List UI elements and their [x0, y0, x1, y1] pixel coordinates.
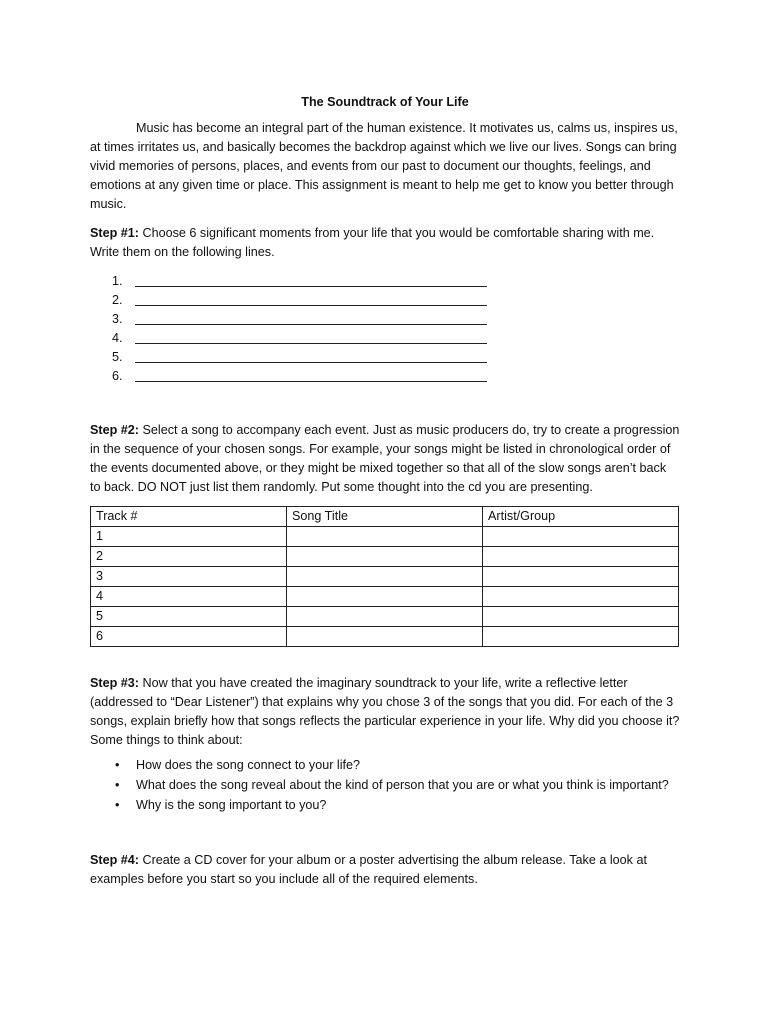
table-row — [91, 527, 679, 547]
list-item: • Why is the song important to you? — [136, 796, 680, 815]
song-title-cell[interactable] — [287, 527, 483, 547]
artist-group-cell[interactable] — [483, 547, 679, 567]
song-title-cell[interactable] — [287, 547, 483, 567]
intro-paragraph: Music has become an integral part of the human existence. It motivates us, calms us, inspires us, at times irritates us, and basically becomes the backdrop against which we live our lives. Songs can bring vivid memories of persons, places, and events from our past to document our thoughts, feelings, and emotions at any given time or place. This assignment is meant to help me get to know you better through music. — [90, 121, 678, 211]
table-row — [91, 587, 679, 607]
step-2-label: Step #2: — [90, 423, 139, 437]
track-number-cell: 1 — [91, 527, 287, 547]
step-4-label: Step #4: — [90, 853, 139, 867]
header-artist-group: Artist/Group — [483, 507, 679, 527]
moment-line[interactable] — [112, 291, 680, 310]
track-number-cell: 6 — [91, 627, 287, 647]
step-2-text: Select a song to accompany each event. Just as music producers do, try to create a progression in the sequence of your chosen songs. For example, your songs might be listed in chronological order of the events documented above, or they might be mixed together so that all of the slow songs aren’t back to back. DO NOT just list them randomly. Put some thought into the cd you are presenting. — [90, 423, 680, 494]
blank-line — [135, 293, 487, 306]
moment-line[interactable] — [112, 310, 680, 329]
table-row — [91, 547, 679, 567]
moment-number: 2. — [112, 293, 123, 307]
moment-number: 4. — [112, 331, 123, 345]
song-title-cell[interactable] — [287, 607, 483, 627]
track-number-cell: 5 — [91, 607, 287, 627]
step-1-text: Choose 6 significant moments from your life that you would be comfortable sharing with me. Write them on the following lines. — [90, 226, 655, 259]
document-title: The Soundtrack of Your Life — [301, 95, 469, 109]
table-row — [91, 607, 679, 627]
list-item: • How does the song connect to your life? — [136, 756, 680, 775]
step-3-paragraph — [90, 674, 680, 750]
step-4-text: Create a CD cover for your album or a poster advertising the album release. Take a look at examples before you start so you include all of the required elements. — [90, 853, 647, 886]
artist-group-cell[interactable] — [483, 627, 679, 647]
song-title-cell[interactable] — [287, 627, 483, 647]
document-page — [90, 93, 680, 889]
table-header-row — [91, 507, 679, 527]
blank-line — [135, 331, 487, 344]
artist-group-cell[interactable] — [483, 567, 679, 587]
moment-number: 1. — [112, 274, 123, 288]
list-item: • What does the song reveal about the kind of person that you are or what you think is important? — [136, 776, 680, 795]
moment-number: 3. — [112, 312, 123, 326]
moment-line[interactable] — [112, 329, 680, 348]
step-1-paragraph — [90, 224, 680, 262]
table-row — [91, 627, 679, 647]
blank-line — [135, 369, 487, 382]
step-1-label: Step #1: — [90, 226, 139, 240]
track-number-cell: 4 — [91, 587, 287, 607]
header-song-title: Song Title — [287, 507, 483, 527]
step-2-paragraph — [90, 421, 680, 497]
artist-group-cell[interactable] — [483, 607, 679, 627]
moment-number: 5. — [112, 350, 123, 364]
moment-line[interactable] — [112, 272, 680, 291]
step-3-label: Step #3: — [90, 676, 139, 690]
moment-number: 6. — [112, 369, 123, 383]
questions-list — [90, 756, 680, 815]
artist-group-cell[interactable] — [483, 527, 679, 547]
step-3-text: Now that you have created the imaginary soundtrack to your life, write a reflective letter (addressed to “Dear Listener”) that explains why you chose 3 of the songs that you did. For each of the 3 songs, explain briefly how that songs reflects the particular experience in your life. Why did you choose it? Some things to think about: — [90, 676, 680, 747]
table-row — [91, 567, 679, 587]
blank-line — [135, 274, 487, 287]
track-number-cell: 3 — [91, 567, 287, 587]
song-title-cell[interactable] — [287, 567, 483, 587]
moments-list — [90, 272, 680, 386]
step-4-paragraph — [90, 851, 680, 889]
moment-line[interactable] — [112, 348, 680, 367]
blank-line — [135, 350, 487, 363]
header-track-number: Track # — [91, 507, 287, 527]
artist-group-cell[interactable] — [483, 587, 679, 607]
song-title-cell[interactable] — [287, 587, 483, 607]
track-number-cell: 2 — [91, 547, 287, 567]
moment-line[interactable] — [112, 367, 680, 386]
tracks-table — [90, 506, 679, 647]
blank-line — [135, 312, 487, 325]
